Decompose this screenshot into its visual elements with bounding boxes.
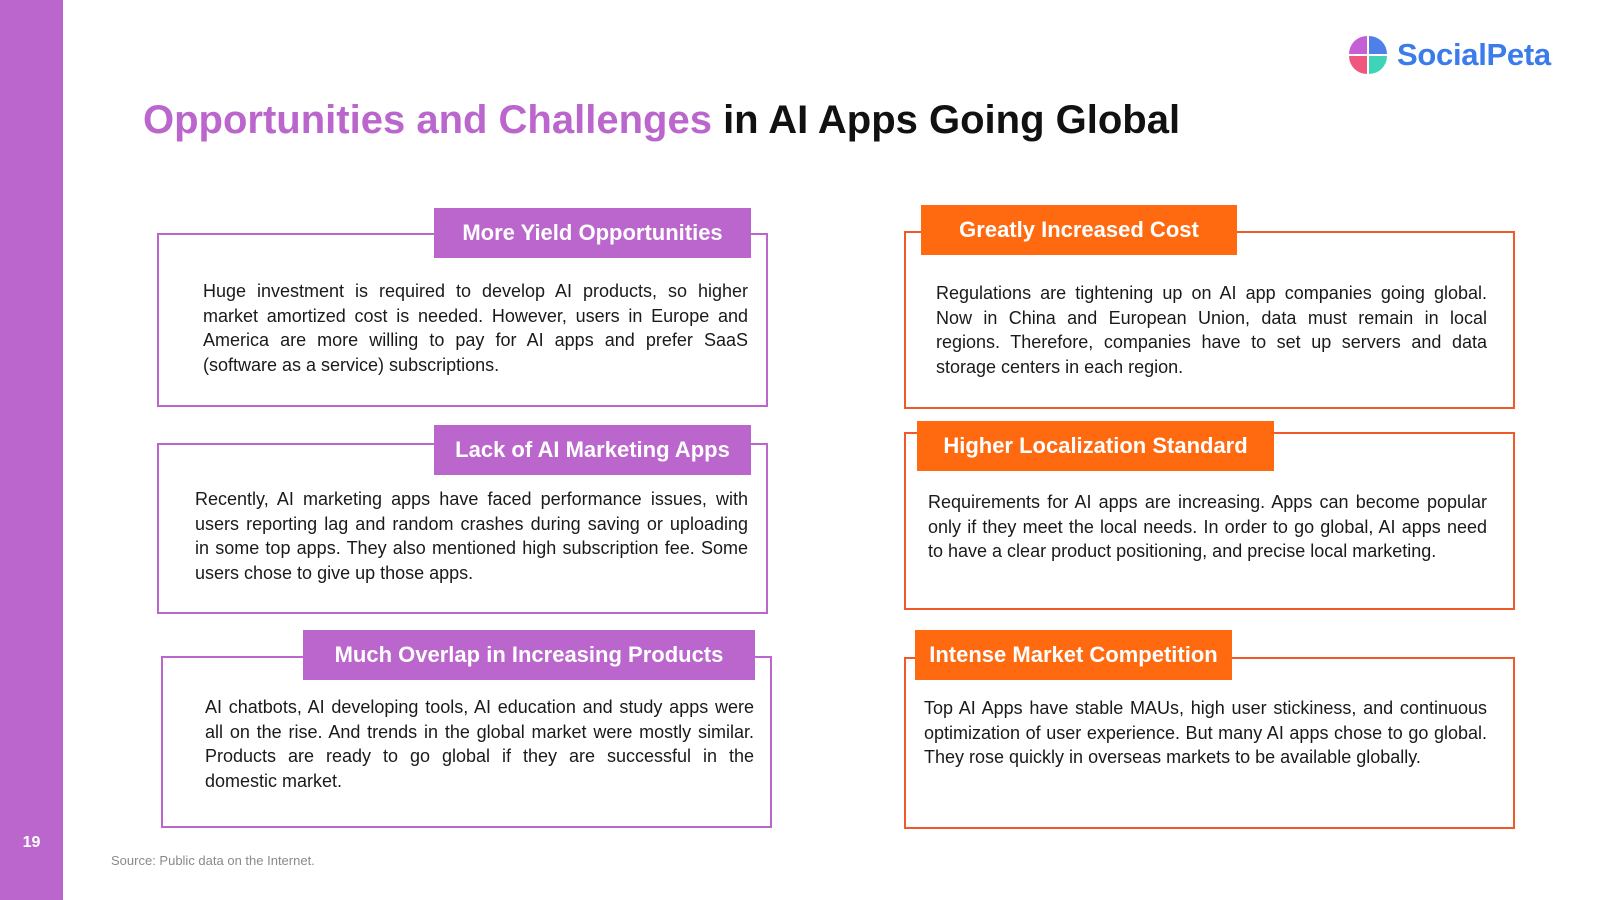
challenge-heading-cost: Greatly Increased Cost (921, 205, 1237, 255)
source-note: Source: Public data on the Internet. (111, 853, 315, 868)
brand-logo (1347, 34, 1551, 76)
opportunity-body-marketing: Recently, AI marketing apps have faced performance issues, with users reporting lag and random crashes during saving or uploading in some top apps. They also mentioned high subscription fee. Some users chose to give up those apps. (195, 489, 748, 583)
left-sidebar-bar (0, 0, 63, 900)
page-number: 19 (22, 834, 41, 851)
title-highlight: Opportunities and Challenges (143, 98, 712, 142)
title-rest: in AI Apps Going Global (711, 98, 1181, 142)
challenge-heading-competition: Intense Market Competition (915, 630, 1232, 680)
opportunity-card-yield (157, 233, 768, 407)
challenge-body-cost: Regulations are tightening up on AI app companies going global. Now in China and European Union, data must remain in local regions. Therefore, companies have to set up servers and data storage centers in each region. (936, 283, 1487, 377)
challenge-card-competition (904, 657, 1515, 829)
logo-text: SocialPeta (1397, 37, 1551, 72)
challenge-heading-localization: Higher Localization Standard (917, 421, 1274, 471)
opportunity-body-yield: Huge investment is required to develop AI products, so higher market amortized cost is needed. However, users in Europe and America are more willing to pay for AI apps and prefer SaaS (software as a service) subscriptions. (203, 281, 748, 375)
page-title (143, 98, 1180, 143)
opportunity-heading-overlap: Much Overlap in Increasing Products (303, 630, 755, 680)
socialpeta-logo-icon (1347, 34, 1389, 76)
opportunity-card-overlap (161, 656, 772, 828)
opportunity-heading-marketing: Lack of AI Marketing Apps (434, 425, 751, 475)
challenge-body-localization: Requirements for AI apps are increasing. Apps can become popular only if they meet the local needs. In order to go global, AI apps need to have a clear product positioning, and precise local marketing. (928, 492, 1487, 561)
opportunity-heading-yield: More Yield Opportunities (434, 208, 751, 258)
opportunity-body-overlap: AI chatbots, AI developing tools, AI education and study apps were all on the rise. And trends in the global market were mostly similar. Products are ready to go global if they are successful in the domestic market. (205, 697, 754, 791)
challenge-card-cost (904, 231, 1515, 409)
challenge-body-competition: Top AI Apps have stable MAUs, high user stickiness, and continuous optimization of user experience. But many AI apps chose to go global. They rose quickly in overseas markets to be available globally. (924, 698, 1487, 767)
